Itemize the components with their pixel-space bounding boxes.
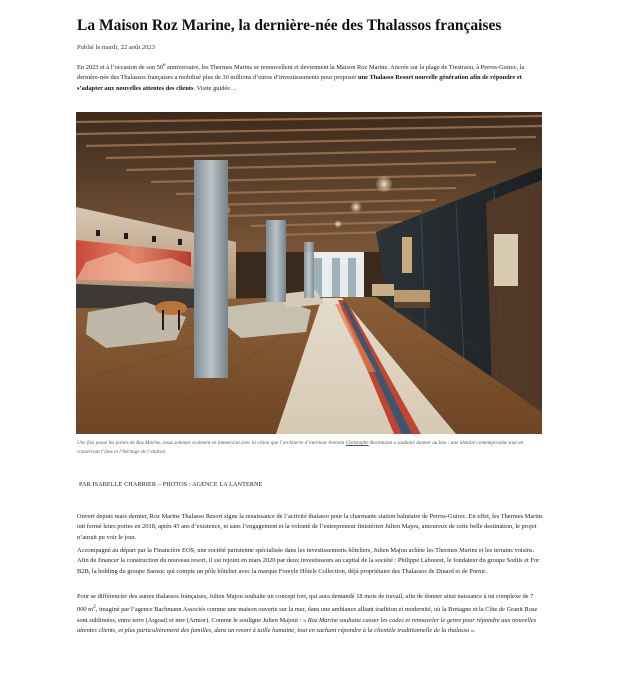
intro-bold-text: une Thalasso Resort nouvelle génération afin de répondre et s’adapter aux nouvelles attentes des clients [77,74,522,92]
caption-text: Bachmann a souhaité donner au lieu : une identité contemporaine tout en conservant l’âme et l’héritage de l’endroit. [77,440,524,455]
paragraph-3-text: Pour se différencier des autres thalassos françaises, Julien Majou souhaite un concept fort, qui aura demandé 18 mois de travail, afin de donner ainsi naissance à un complexe de 7 000 m [77,593,534,614]
caption-link[interactable]: Christophe [345,440,369,446]
intro-text: . Visite guidée… [193,84,237,92]
lobby-photo-illustration [76,112,542,434]
paragraph-2: Accompagné au départ par la Financière EOS, une société parisienne spécialisée dans les investissements hôteliers, Julien Majou achète les Thermes Marins et les terrains voisins. Afin de financer la construction du nouveau resort, il est rejoint en mars 2020 par deux investisseurs au capital de la société : Philippe Labouret, le fondateur du groupe Sodiis et For B2B, la holding du groupe Samsic qui compte un pôle hôtelier avec la marque Foreyle Hôtels Collection, déjà propriétaire des Thalassos de Dinard et de Pornic. [77,547,540,575]
paragraph-3-text: ». [469,627,476,635]
paragraph-3-text: , imaginé par l’agence Bachmann Associés comme une maison ouverte sur la mer, dans une ambiance alliant tradition et modernité, où la Bretagne et la Côte de Granit Rose sont sublimées, entre terre (Argoat) et mer (Armor). Comme le souligne Julien Majout : « [77,606,538,624]
intro-text: En 2023 et à l’occasion de son 50 [77,64,164,72]
intro-text: anniversaire, les Thermes Marins se renouvellent et deviennent la Maison Roz Marine. Ancrée sur la plage de Trestraou, à Perros-Guirec, la dernière-née des Thalassos françaises a mobilisé plus de 30 millions d’euros d’investissements pour proposer [77,64,525,82]
article-intro [77,60,543,94]
lobby-photo [76,112,542,434]
photo-caption [77,439,543,456]
byline: PAR ISABELLE CHARRIER – PHOTOS : AGENCE LA LANTERNE [79,481,263,488]
intro-superscript: e [163,62,166,68]
paragraph-1: Ouvert depuis mars dernier, Roz Marine Thalasso Resort signe la renaissance de l’activité thalasso pour la charmante station balnéaire de Perros-Guirec. En effet, les Thermes Marins ont fermé leurs portes en 2018, après 45 ans d’existence, et sans l’engagement et la volonté de l’entrepreneur finistérien Julien Majou, amoureux de cette belle destination, le projet n’aurait pu voir le jour. [77,513,543,541]
paragraph-3-quote: Roz Marine souhaite casser les codes et renouveler le genre pour répondre aux nouvelles attentes clients, et plus particulièrement des familles, dans un resort à taille humaine, tout en sachant répondre à la clientèle traditionnelle de la thalasso [77,616,537,635]
caption-text: Une fois passé les portes de Roz Marine, nous sommes vraiment en immersion avec la vision que l’architecte d’intérieur bretonn [77,440,346,446]
article-title: La Maison Roz Marine, la dernière-née des Thalassos françaises [77,17,502,34]
publish-date: Publié le mardi, 22 août 2023 [77,44,156,51]
paragraph-3 [77,592,543,636]
paragraph-3-superscript: 2 [93,604,96,611]
